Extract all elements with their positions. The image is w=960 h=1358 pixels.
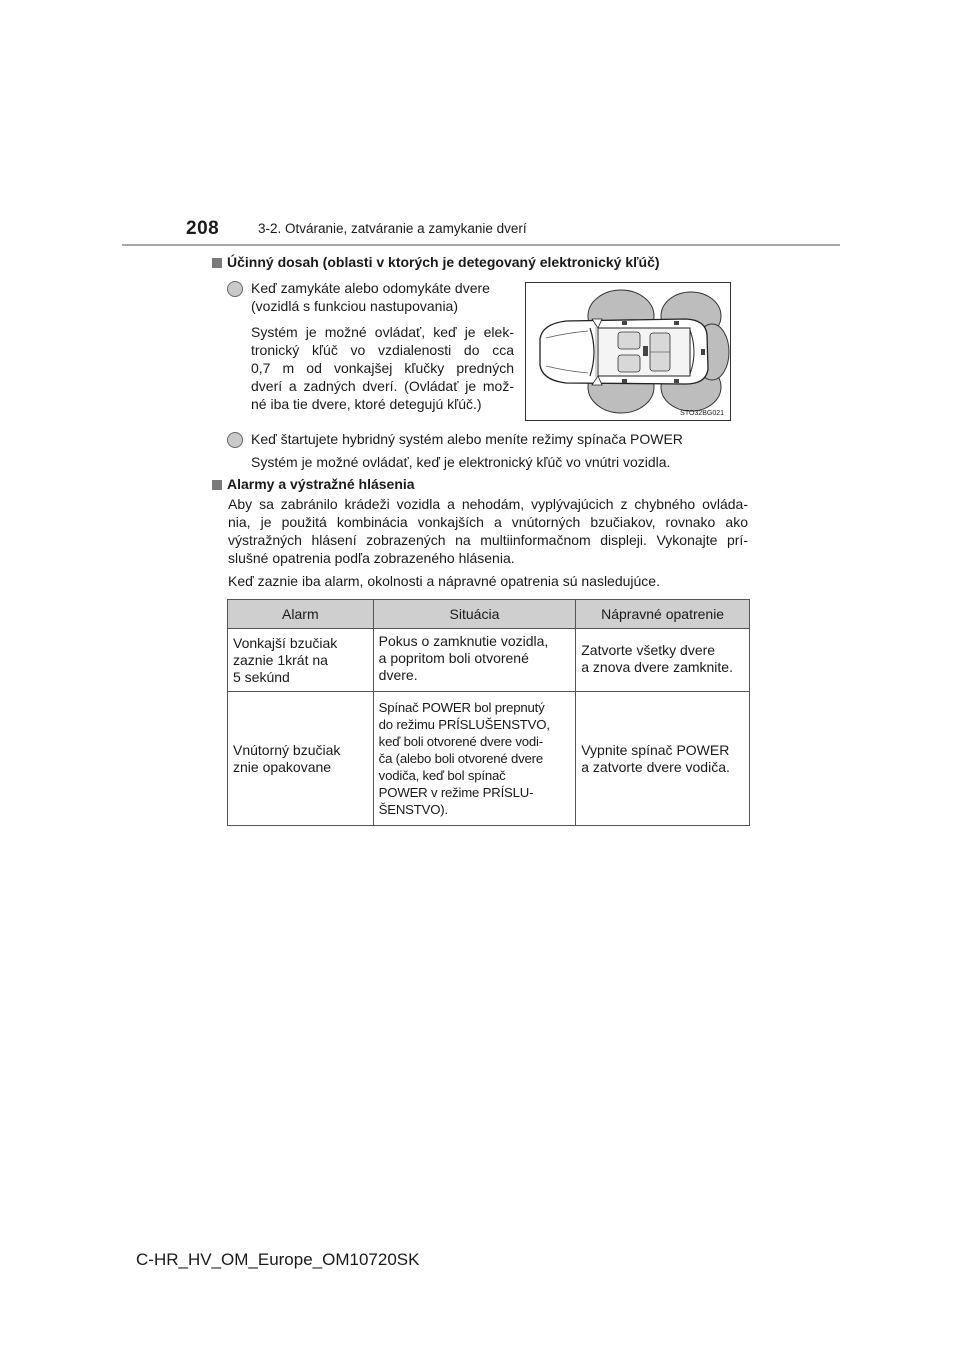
cell-line: 5 sekúnd (233, 668, 290, 685)
bullet-locking (227, 279, 517, 315)
figure-code: STO32BG021 (680, 410, 724, 417)
cell-action (576, 692, 750, 826)
square-bullet-icon (212, 480, 222, 490)
body-line-2: tronický kľúč vo vzdialenosti do cca (251, 342, 514, 358)
bullet-starting-lead: Keď štartujete hybridný systém alebo meníte režimy spínača POWER (251, 431, 683, 447)
cell-line: zaznie 1krát na (233, 651, 328, 668)
header-rule (122, 244, 840, 246)
cell-line: a zatvorte dvere vodiča. (581, 758, 730, 775)
alarms-table (227, 599, 750, 826)
intro-line-4: slušné opatrenia podľa zobrazeného hlásenia. (228, 550, 515, 566)
table-row (228, 629, 750, 692)
cell-line: POWER v režime PRÍSLU- (378, 785, 534, 800)
cell-line: do režimu PRÍSLUŠENSTVO, (378, 717, 550, 732)
car-detection-range-figure (525, 282, 731, 421)
cell-line: Pokus o zamknutie vozidla, (378, 633, 549, 649)
intro-line-1: Aby sa zabránilo krádeži vozidla a nehodám, vyplývajúcich z chybného ovláda- (228, 496, 748, 512)
cell-line: dvere. (378, 667, 418, 683)
cell-line: keď boli otvorené dvere vodi- (378, 734, 543, 749)
cell-line: vodiča, keď bol spínač (378, 768, 506, 783)
document-code: C-HR_HV_OM_Europe_OM10720SK (136, 1250, 420, 1269)
bullet-starting-body: Systém je možné ovládať, keď je elektronický kľúč vo vnútri vozidla. (251, 454, 671, 470)
body-line-5: né iba tie dvere, ktoré detegujú kľúč.) (251, 396, 482, 412)
table-row (228, 692, 750, 826)
section-alarms-heading (212, 475, 415, 493)
page-number: 208 (186, 218, 220, 239)
body-line-3: 0,7 m od vonkajšej kľučky predných (251, 360, 514, 376)
car-top-view-icon (526, 283, 730, 420)
cell-line: Spínač POWER bol prepnutý (378, 700, 545, 715)
chapter-title: 3-2. Otváranie, zatváranie a zamykanie dverí (258, 221, 527, 236)
cell-line: ŠENSTVO). (378, 802, 448, 817)
table-header-row (228, 600, 750, 629)
section-effective-range-title: Účinný dosah (oblasti v ktorých je detegovaný elektronický kľúč) (227, 254, 660, 270)
cell-line: Vnútorný bzučiak (233, 741, 341, 758)
cell-line: a znova dvere zamknite. (581, 659, 733, 675)
body-line-4: dverí a zadných dverí. (Ovládať je mož- (251, 378, 514, 394)
alarms-note: Keď zaznie iba alarm, okolnosti a nápravné opatrenia sú nasledujúce. (228, 573, 660, 589)
bullet-locking-lead-2: (vozidlá s funkciou nastupovania) (251, 298, 459, 314)
cell-alarm (228, 692, 374, 826)
header-situation: Situácia (373, 600, 576, 629)
intro-line-3: výstražných hlásení zobrazených na multiinformačnom displeji. Vykonajte prí- (228, 532, 748, 548)
cell-line: ča (alebo boli otvorené dvere (378, 751, 543, 766)
section-effective-range-heading (212, 253, 660, 271)
section-alarms-title: Alarmy a výstražné hlásenia (227, 476, 415, 492)
circle-bullet-icon (227, 432, 243, 448)
bullet-locking-lead-1: Keď zamykáte alebo odomykáte dvere (251, 280, 490, 296)
circle-bullet-icon (227, 281, 243, 297)
cell-line: Zatvorte všetky dvere (581, 642, 716, 658)
cell-action (576, 629, 750, 692)
bullet-starting (227, 430, 747, 448)
intro-line-2: nia, je použitá kombinácia vonkajších a vnútorných bzučiakov, rovnako ako (228, 514, 748, 530)
cell-alarm (228, 629, 374, 692)
cell-situation (373, 692, 576, 826)
cell-line: znie opakovane (233, 758, 332, 775)
body-line-1: Systém je možné ovládať, keď je elek- (251, 324, 514, 340)
header-alarm: Alarm (228, 600, 374, 629)
bullet-locking-body (251, 323, 514, 413)
header-action: Nápravné opatrenie (576, 600, 750, 629)
cell-line: Vonkajší bzučiak (233, 634, 338, 651)
alarms-intro-paragraph (228, 495, 748, 567)
square-bullet-icon (212, 258, 222, 268)
cell-situation (373, 629, 576, 692)
cell-line: a popritom boli otvorené (378, 650, 529, 666)
cell-line: Vypnite spínač POWER (581, 741, 730, 758)
